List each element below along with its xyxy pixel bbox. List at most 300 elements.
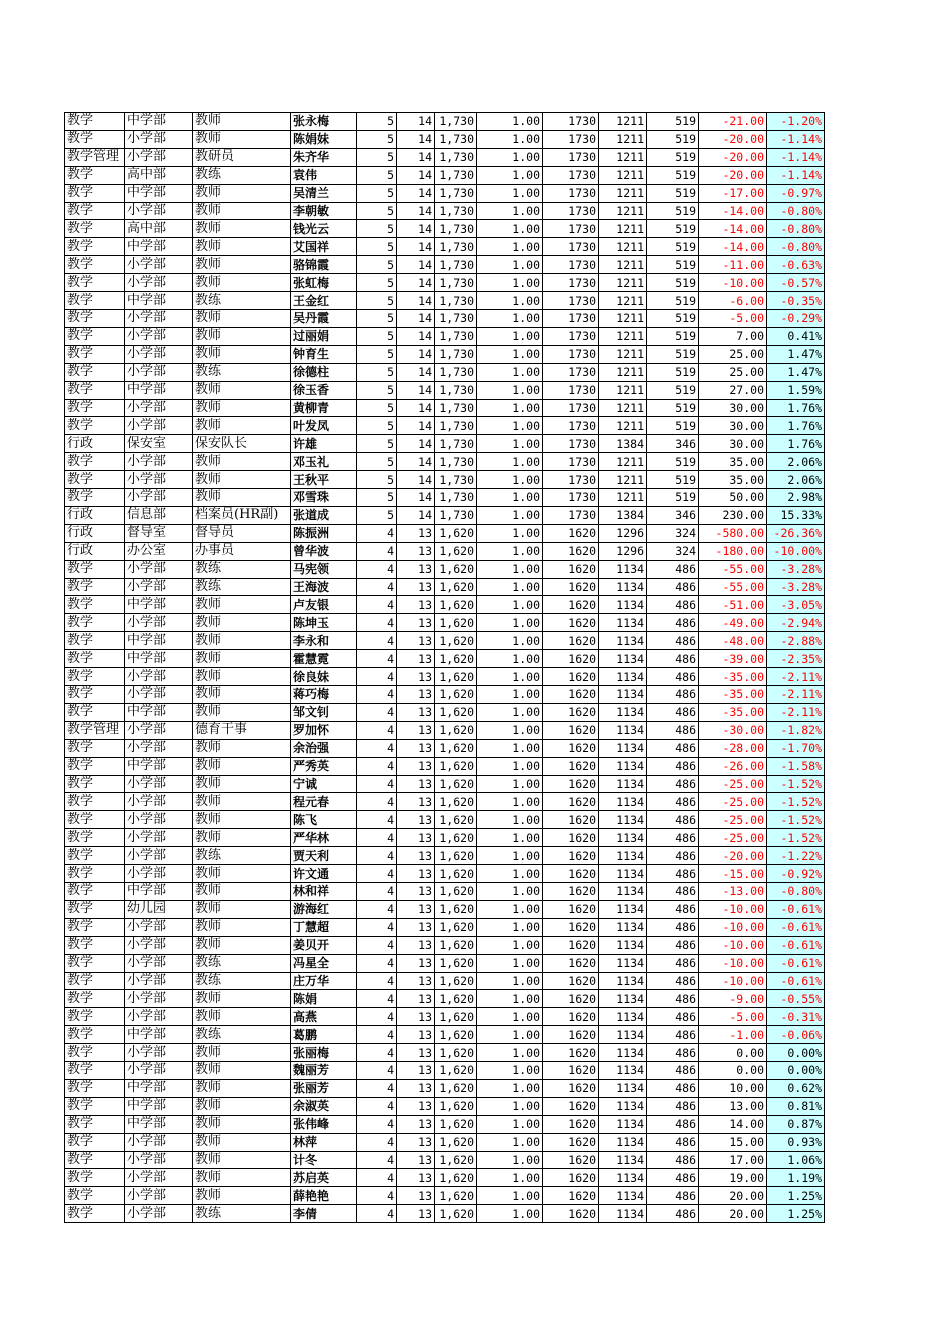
fixed-cell: 1211	[599, 202, 647, 220]
coef-cell: 1.00	[477, 739, 543, 757]
position-cell: 教练	[193, 560, 291, 578]
level-cell: 13	[397, 1115, 435, 1133]
base-cell: 1,620	[435, 560, 477, 578]
level-cell: 14	[397, 166, 435, 184]
name-cell: 张永梅	[291, 113, 357, 131]
diff-pct-cell: -2.11%	[767, 686, 825, 704]
floating-cell: 486	[647, 1008, 699, 1026]
grade-cell: 4	[357, 990, 397, 1008]
diff-pct-cell: 2.06%	[767, 471, 825, 489]
diff-cell: -9.00	[699, 990, 767, 1008]
coef-cell: 1.00	[477, 1205, 543, 1223]
coef-cell: 1.00	[477, 972, 543, 990]
department-cell: 小学部	[125, 990, 193, 1008]
department-cell: 小学部	[125, 202, 193, 220]
level-cell: 13	[397, 1151, 435, 1169]
diff-pct-cell: 0.00%	[767, 1062, 825, 1080]
level-cell: 14	[397, 113, 435, 131]
category-cell: 教学	[65, 202, 125, 220]
base-cell: 1,620	[435, 1097, 477, 1115]
level-cell: 13	[397, 936, 435, 954]
level-cell: 14	[397, 148, 435, 166]
table-row	[65, 829, 825, 847]
category-cell: 教学	[65, 274, 125, 292]
fixed-cell: 1211	[599, 309, 647, 327]
base-cell: 1,620	[435, 1115, 477, 1133]
category-cell: 教学	[65, 399, 125, 417]
name-cell: 过丽娟	[291, 327, 357, 345]
name-cell: 邓雪珠	[291, 489, 357, 507]
fixed-cell: 1134	[599, 829, 647, 847]
position-cell: 教师	[193, 1169, 291, 1187]
department-cell: 保安室	[125, 435, 193, 453]
level-cell: 13	[397, 1133, 435, 1151]
base-cell: 1,620	[435, 524, 477, 542]
department-cell: 小学部	[125, 847, 193, 865]
grade-cell: 5	[357, 148, 397, 166]
table-row	[65, 148, 825, 166]
category-cell: 教学	[65, 668, 125, 686]
floating-cell: 486	[647, 990, 699, 1008]
base-cell: 1,620	[435, 650, 477, 668]
category-cell: 教学	[65, 865, 125, 883]
name-cell: 吴清兰	[291, 184, 357, 202]
category-cell: 教学	[65, 596, 125, 614]
position-cell: 教师	[193, 381, 291, 399]
diff-cell: -26.00	[699, 757, 767, 775]
diff-pct-cell: -0.63%	[767, 256, 825, 274]
table-row	[65, 309, 825, 327]
name-cell: 朱齐华	[291, 148, 357, 166]
position-cell: 教师	[193, 650, 291, 668]
name-cell: 张道成	[291, 506, 357, 524]
position-cell: 教研员	[193, 148, 291, 166]
floating-cell: 519	[647, 381, 699, 399]
standard-cell: 1620	[543, 632, 599, 650]
category-cell: 教学	[65, 1187, 125, 1205]
diff-cell: -39.00	[699, 650, 767, 668]
base-cell: 1,620	[435, 1079, 477, 1097]
department-cell: 小学部	[125, 560, 193, 578]
floating-cell: 486	[647, 757, 699, 775]
name-cell: 艾国祥	[291, 238, 357, 256]
table-row	[65, 506, 825, 524]
base-cell: 1,620	[435, 1044, 477, 1062]
table-row	[65, 1026, 825, 1044]
diff-cell: -25.00	[699, 811, 767, 829]
coef-cell: 1.00	[477, 793, 543, 811]
floating-cell: 519	[647, 148, 699, 166]
category-cell: 教学	[65, 417, 125, 435]
table-row	[65, 202, 825, 220]
category-cell: 教学	[65, 1079, 125, 1097]
base-cell: 1,620	[435, 578, 477, 596]
coef-cell: 1.00	[477, 1115, 543, 1133]
diff-pct-cell: -0.80%	[767, 220, 825, 238]
department-cell: 小学部	[125, 1133, 193, 1151]
fixed-cell: 1211	[599, 148, 647, 166]
fixed-cell: 1211	[599, 184, 647, 202]
coef-cell: 1.00	[477, 721, 543, 739]
diff-cell: 0.00	[699, 1062, 767, 1080]
name-cell: 葛鹏	[291, 1026, 357, 1044]
base-cell: 1,730	[435, 309, 477, 327]
category-cell: 教学	[65, 811, 125, 829]
standard-cell: 1620	[543, 865, 599, 883]
diff-pct-cell: 0.00%	[767, 1044, 825, 1062]
coef-cell: 1.00	[477, 560, 543, 578]
category-cell: 教学	[65, 1097, 125, 1115]
level-cell: 13	[397, 900, 435, 918]
base-cell: 1,620	[435, 703, 477, 721]
position-cell: 教练	[193, 1026, 291, 1044]
diff-cell: -21.00	[699, 113, 767, 131]
position-cell: 教师	[193, 882, 291, 900]
table-row	[65, 650, 825, 668]
grade-cell: 4	[357, 703, 397, 721]
fixed-cell: 1134	[599, 918, 647, 936]
name-cell: 骆锦霞	[291, 256, 357, 274]
table-row	[65, 166, 825, 184]
table-row	[65, 632, 825, 650]
grade-cell: 4	[357, 847, 397, 865]
diff-pct-cell: -2.88%	[767, 632, 825, 650]
base-cell: 1,730	[435, 238, 477, 256]
standard-cell: 1620	[543, 1133, 599, 1151]
fixed-cell: 1211	[599, 130, 647, 148]
grade-cell: 4	[357, 1097, 397, 1115]
category-cell: 教学	[65, 703, 125, 721]
level-cell: 14	[397, 381, 435, 399]
diff-cell: -10.00	[699, 954, 767, 972]
category-cell: 教学	[65, 1169, 125, 1187]
position-cell: 教师	[193, 327, 291, 345]
name-cell: 徐德柱	[291, 363, 357, 381]
level-cell: 13	[397, 596, 435, 614]
name-cell: 钱光云	[291, 220, 357, 238]
category-cell: 教学	[65, 113, 125, 131]
coef-cell: 1.00	[477, 471, 543, 489]
category-cell: 教学	[65, 1115, 125, 1133]
floating-cell: 486	[647, 1115, 699, 1133]
level-cell: 14	[397, 345, 435, 363]
table-row	[65, 1044, 825, 1062]
diff-cell: -15.00	[699, 865, 767, 883]
department-cell: 办公室	[125, 542, 193, 560]
coef-cell: 1.00	[477, 650, 543, 668]
level-cell: 14	[397, 130, 435, 148]
grade-cell: 5	[357, 417, 397, 435]
grade-cell: 4	[357, 757, 397, 775]
floating-cell: 486	[647, 954, 699, 972]
base-cell: 1,730	[435, 399, 477, 417]
diff-cell: -13.00	[699, 882, 767, 900]
category-cell: 行政	[65, 542, 125, 560]
fixed-cell: 1134	[599, 793, 647, 811]
position-cell: 保安队长	[193, 435, 291, 453]
standard-cell: 1620	[543, 1115, 599, 1133]
grade-cell: 4	[357, 542, 397, 560]
name-cell: 曾华波	[291, 542, 357, 560]
category-cell: 教学	[65, 793, 125, 811]
category-cell: 教学	[65, 184, 125, 202]
name-cell: 李倩	[291, 1205, 357, 1223]
grade-cell: 4	[357, 882, 397, 900]
standard-cell: 1620	[543, 1151, 599, 1169]
table-row	[65, 542, 825, 560]
name-cell: 李朝敏	[291, 202, 357, 220]
fixed-cell: 1134	[599, 721, 647, 739]
level-cell: 13	[397, 775, 435, 793]
position-cell: 教师	[193, 865, 291, 883]
category-cell: 教学	[65, 130, 125, 148]
category-cell: 教学	[65, 327, 125, 345]
fixed-cell: 1211	[599, 471, 647, 489]
table-row	[65, 471, 825, 489]
base-cell: 1,730	[435, 148, 477, 166]
diff-cell: 17.00	[699, 1151, 767, 1169]
level-cell: 14	[397, 220, 435, 238]
name-cell: 袁伟	[291, 166, 357, 184]
level-cell: 14	[397, 471, 435, 489]
base-cell: 1,620	[435, 829, 477, 847]
diff-pct-cell: -0.35%	[767, 292, 825, 310]
standard-cell: 1620	[543, 811, 599, 829]
fixed-cell: 1296	[599, 524, 647, 542]
coef-cell: 1.00	[477, 1026, 543, 1044]
diff-pct-cell: -0.61%	[767, 936, 825, 954]
floating-cell: 486	[647, 865, 699, 883]
level-cell: 13	[397, 1187, 435, 1205]
coef-cell: 1.00	[477, 936, 543, 954]
name-cell: 许雄	[291, 435, 357, 453]
name-cell: 邹文钊	[291, 703, 357, 721]
diff-cell: -10.00	[699, 900, 767, 918]
floating-cell: 486	[647, 793, 699, 811]
position-cell: 教师	[193, 184, 291, 202]
diff-cell: 30.00	[699, 399, 767, 417]
diff-pct-cell: -0.97%	[767, 184, 825, 202]
diff-pct-cell: -26.36%	[767, 524, 825, 542]
level-cell: 14	[397, 274, 435, 292]
position-cell: 教练	[193, 847, 291, 865]
category-cell: 教学	[65, 1151, 125, 1169]
name-cell: 李永和	[291, 632, 357, 650]
table-row	[65, 847, 825, 865]
grade-cell: 4	[357, 632, 397, 650]
diff-pct-cell: 0.81%	[767, 1097, 825, 1115]
department-cell: 小学部	[125, 1169, 193, 1187]
diff-cell: -49.00	[699, 614, 767, 632]
level-cell: 13	[397, 1205, 435, 1223]
level-cell: 13	[397, 1079, 435, 1097]
grade-cell: 4	[357, 1044, 397, 1062]
department-cell: 小学部	[125, 399, 193, 417]
grade-cell: 5	[357, 471, 397, 489]
floating-cell: 519	[647, 453, 699, 471]
diff-cell: 14.00	[699, 1115, 767, 1133]
base-cell: 1,620	[435, 918, 477, 936]
level-cell: 13	[397, 954, 435, 972]
table-row	[65, 184, 825, 202]
grade-cell: 5	[357, 292, 397, 310]
department-cell: 小学部	[125, 793, 193, 811]
grade-cell: 4	[357, 668, 397, 686]
floating-cell: 486	[647, 882, 699, 900]
category-cell: 教学	[65, 847, 125, 865]
diff-pct-cell: -1.14%	[767, 148, 825, 166]
floating-cell: 324	[647, 524, 699, 542]
category-cell: 教学	[65, 166, 125, 184]
coef-cell: 1.00	[477, 668, 543, 686]
department-cell: 小学部	[125, 775, 193, 793]
coef-cell: 1.00	[477, 1008, 543, 1026]
diff-cell: -10.00	[699, 936, 767, 954]
coef-cell: 1.00	[477, 1187, 543, 1205]
name-cell: 王金红	[291, 292, 357, 310]
coef-cell: 1.00	[477, 703, 543, 721]
coef-cell: 1.00	[477, 166, 543, 184]
diff-cell: -20.00	[699, 847, 767, 865]
level-cell: 13	[397, 1008, 435, 1026]
diff-pct-cell: -3.28%	[767, 560, 825, 578]
position-cell: 教师	[193, 309, 291, 327]
base-cell: 1,620	[435, 847, 477, 865]
diff-cell: -20.00	[699, 130, 767, 148]
fixed-cell: 1134	[599, 865, 647, 883]
floating-cell: 346	[647, 506, 699, 524]
level-cell: 13	[397, 703, 435, 721]
table-row	[65, 1062, 825, 1080]
department-cell: 小学部	[125, 274, 193, 292]
diff-cell: -35.00	[699, 686, 767, 704]
coef-cell: 1.00	[477, 632, 543, 650]
base-cell: 1,730	[435, 435, 477, 453]
position-cell: 教师	[193, 1044, 291, 1062]
position-cell: 督导员	[193, 524, 291, 542]
coef-cell: 1.00	[477, 327, 543, 345]
position-cell: 教师	[193, 703, 291, 721]
category-cell: 教学	[65, 686, 125, 704]
category-cell: 教学	[65, 1026, 125, 1044]
table-row	[65, 954, 825, 972]
grade-cell: 4	[357, 739, 397, 757]
diff-cell: -10.00	[699, 972, 767, 990]
grade-cell: 5	[357, 363, 397, 381]
name-cell: 张伟峰	[291, 1115, 357, 1133]
position-cell: 教师	[193, 202, 291, 220]
coef-cell: 1.00	[477, 686, 543, 704]
diff-pct-cell: -1.52%	[767, 829, 825, 847]
department-cell: 小学部	[125, 1062, 193, 1080]
name-cell: 陈振洲	[291, 524, 357, 542]
floating-cell: 486	[647, 721, 699, 739]
diff-pct-cell: -0.92%	[767, 865, 825, 883]
diff-cell: -580.00	[699, 524, 767, 542]
diff-pct-cell: -3.05%	[767, 596, 825, 614]
floating-cell: 486	[647, 1097, 699, 1115]
department-cell: 小学部	[125, 936, 193, 954]
floating-cell: 519	[647, 113, 699, 131]
coef-cell: 1.00	[477, 363, 543, 381]
fixed-cell: 1384	[599, 506, 647, 524]
level-cell: 14	[397, 292, 435, 310]
floating-cell: 519	[647, 292, 699, 310]
position-cell: 教师	[193, 1097, 291, 1115]
level-cell: 14	[397, 417, 435, 435]
standard-cell: 1620	[543, 739, 599, 757]
table-row	[65, 524, 825, 542]
base-cell: 1,620	[435, 865, 477, 883]
table-row	[65, 274, 825, 292]
department-cell: 小学部	[125, 489, 193, 507]
position-cell: 教师	[193, 757, 291, 775]
position-cell: 教师	[193, 1187, 291, 1205]
table-row	[65, 1187, 825, 1205]
department-cell: 中学部	[125, 703, 193, 721]
category-cell: 教学	[65, 1205, 125, 1223]
floating-cell: 519	[647, 489, 699, 507]
fixed-cell: 1211	[599, 327, 647, 345]
grade-cell: 5	[357, 381, 397, 399]
base-cell: 1,620	[435, 1026, 477, 1044]
name-cell: 贾天利	[291, 847, 357, 865]
fixed-cell: 1296	[599, 542, 647, 560]
grade-cell: 4	[357, 1026, 397, 1044]
table-row	[65, 972, 825, 990]
fixed-cell: 1211	[599, 363, 647, 381]
floating-cell: 486	[647, 1151, 699, 1169]
fixed-cell: 1134	[599, 1026, 647, 1044]
table-row	[65, 1169, 825, 1187]
coef-cell: 1.00	[477, 1133, 543, 1151]
base-cell: 1,620	[435, 542, 477, 560]
table-row	[65, 990, 825, 1008]
department-cell: 中学部	[125, 650, 193, 668]
coef-cell: 1.00	[477, 220, 543, 238]
department-cell: 中学部	[125, 632, 193, 650]
diff-cell: -51.00	[699, 596, 767, 614]
diff-cell: 10.00	[699, 1079, 767, 1097]
fixed-cell: 1134	[599, 668, 647, 686]
floating-cell: 486	[647, 936, 699, 954]
department-cell: 小学部	[125, 614, 193, 632]
position-cell: 教练	[193, 578, 291, 596]
base-cell: 1,730	[435, 363, 477, 381]
standard-cell: 1620	[543, 686, 599, 704]
department-cell: 中学部	[125, 184, 193, 202]
diff-cell: 50.00	[699, 489, 767, 507]
table-row	[65, 489, 825, 507]
table-row	[65, 1151, 825, 1169]
name-cell: 马宪领	[291, 560, 357, 578]
grade-cell: 4	[357, 1205, 397, 1223]
fixed-cell: 1211	[599, 274, 647, 292]
floating-cell: 486	[647, 811, 699, 829]
position-cell: 教师	[193, 417, 291, 435]
base-cell: 1,730	[435, 130, 477, 148]
table-row	[65, 614, 825, 632]
grade-cell: 5	[357, 489, 397, 507]
standard-cell: 1620	[543, 542, 599, 560]
position-cell: 教师	[193, 614, 291, 632]
coef-cell: 1.00	[477, 524, 543, 542]
position-cell: 教师	[193, 829, 291, 847]
grade-cell: 4	[357, 650, 397, 668]
diff-cell: 30.00	[699, 435, 767, 453]
base-cell: 1,620	[435, 739, 477, 757]
grade-cell: 5	[357, 113, 397, 131]
